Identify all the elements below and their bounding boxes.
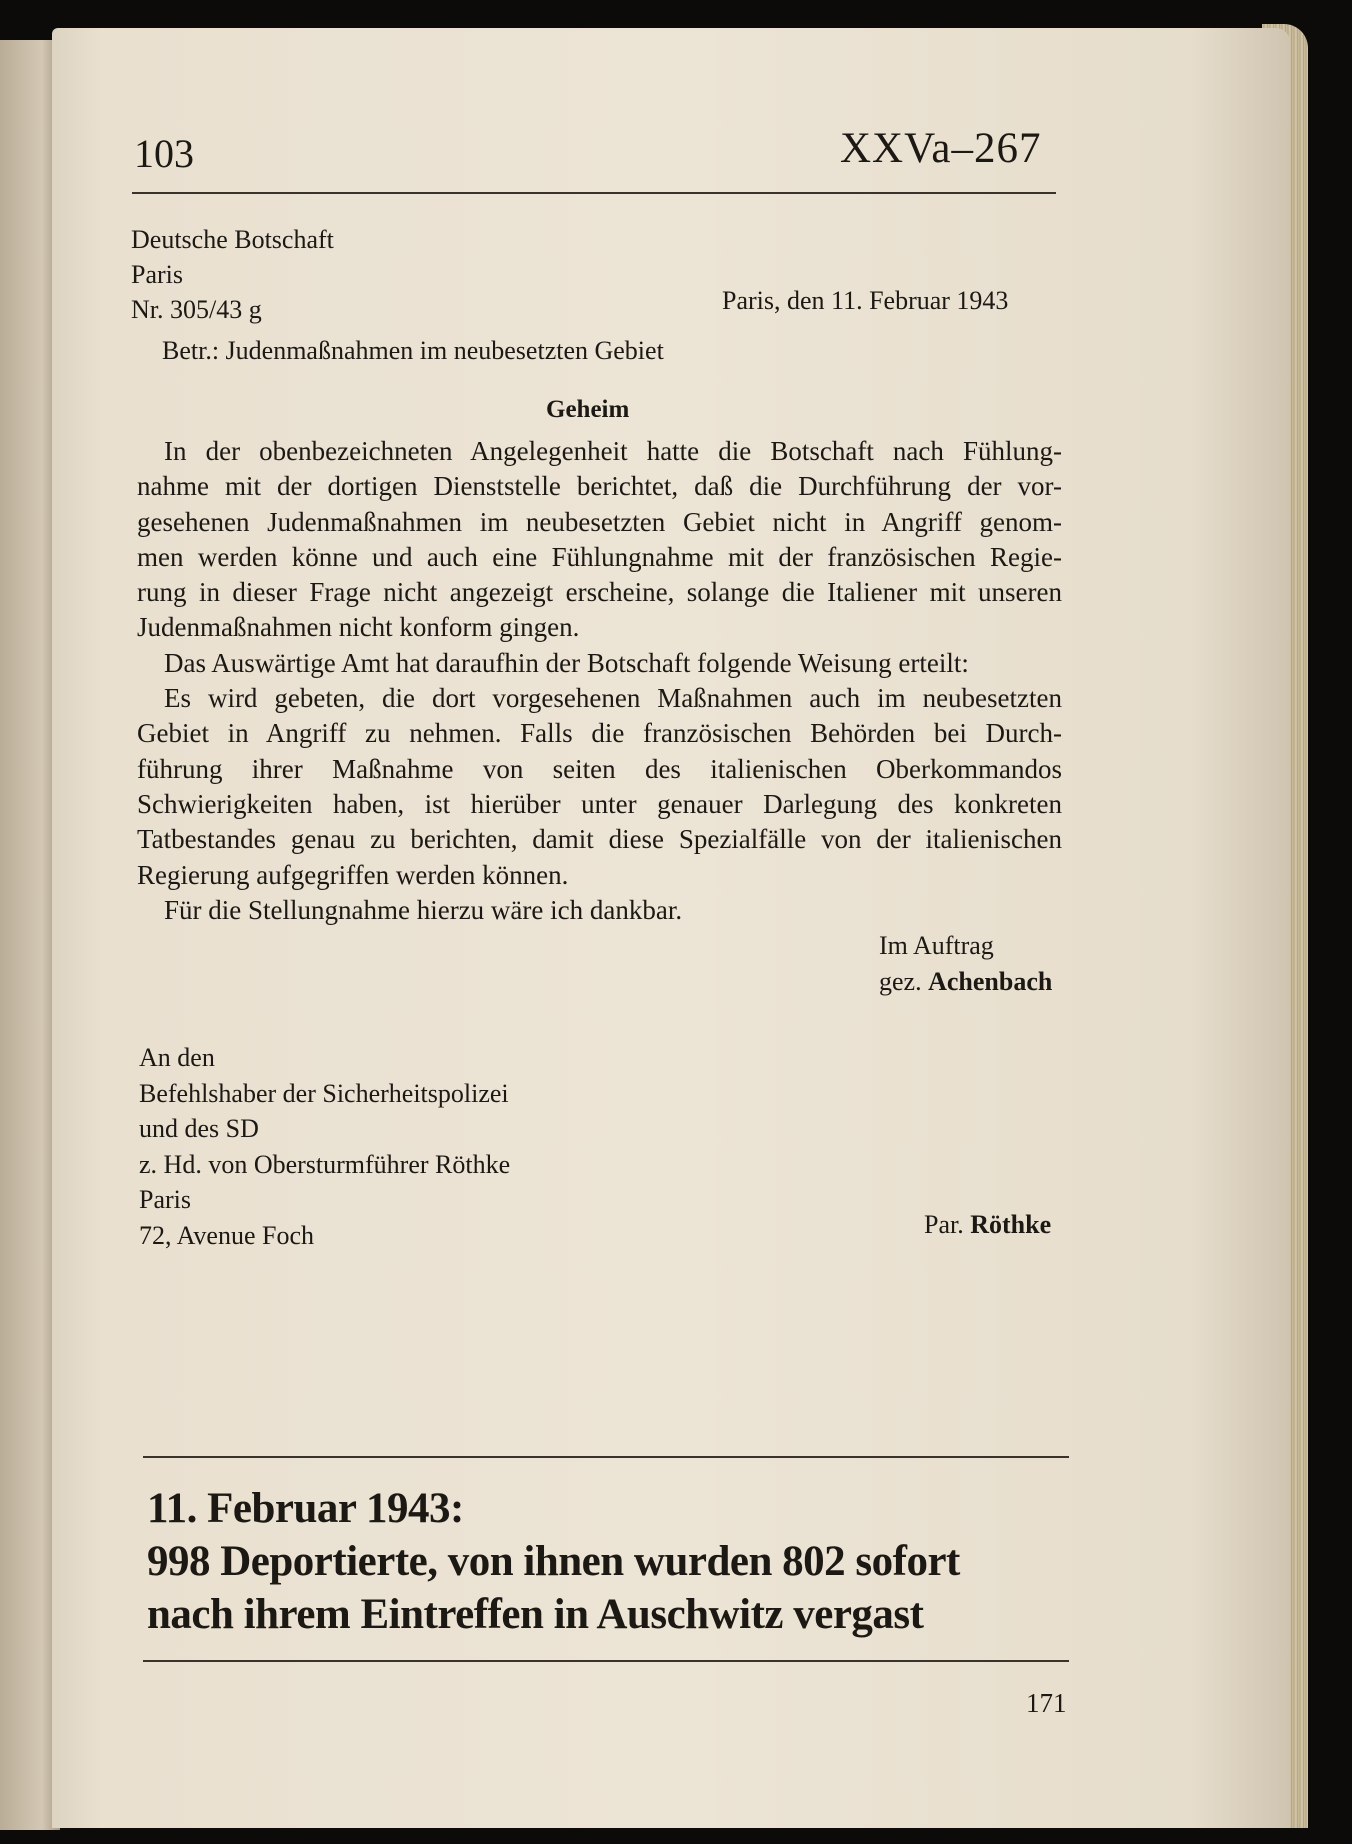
signature-line: Im Auftrag (879, 931, 994, 960)
document-code: XXVa–267 (840, 125, 1042, 172)
recipient-line: z. Hd. von Obersturmführer Röthke (139, 1149, 511, 1179)
paraph-block (924, 1210, 1051, 1240)
body-line: führung ihrer Maßnahme von seiten des italienischen Oberkommandos (137, 753, 1062, 784)
body-line: Es wird gebeten, die dort vorgesehenen Maßnahmen auch im neubesetzten (164, 683, 1062, 714)
signature-name-line (879, 964, 1052, 1000)
recipient-line: und des SD (139, 1114, 259, 1144)
signature-block (879, 928, 1052, 1000)
section-headline (147, 1482, 960, 1641)
sender-line: Nr. 305/43 g (131, 295, 262, 324)
body-line: Regierung aufgegriffen werden können. (137, 859, 569, 890)
body-line: nahme mit der dortigen Dienststelle berichtet, daß die Durchführung der vor- (137, 471, 1062, 502)
signature-name: Achenbach (928, 967, 1053, 996)
paraph-name: Röthke (970, 1210, 1052, 1239)
letter-subject: Betr.: Judenmaßnahmen im neubesetzten Gebiet (162, 336, 664, 365)
classification-label: Geheim (546, 396, 630, 423)
body-line: rung in dieser Frage nicht angezeigt erscheine, solange die Italiener mit unseren (137, 577, 1062, 608)
body-line: Tatbestandes genau zu berichten, damit diese Spezialfälle von der italienischen (137, 824, 1062, 855)
body-line: Gebiet in Angriff zu nehmen. Falls die französischen Behörden bei Durch- (137, 718, 1062, 749)
headline-line: 998 Deportierte, von ihnen wurden 802 sofort (147, 1538, 960, 1585)
section-rule-bottom (143, 1660, 1069, 1662)
recipient-line: 72, Avenue Foch (139, 1220, 314, 1250)
sender-line: Deutsche Botschaft (131, 225, 334, 254)
page-number-right: 171 (1026, 1688, 1067, 1718)
header-rule (132, 192, 1056, 194)
sender-block (131, 222, 334, 327)
section-rule-top (143, 1456, 1069, 1458)
body-line: Für die Stellungnahme hierzu wäre ich dankbar. (164, 894, 683, 925)
recipient-block (139, 1040, 510, 1254)
page-number-left: 103 (134, 131, 194, 176)
letter-date: Paris, den 11. Februar 1943 (722, 286, 1009, 315)
body-line: Judenmaßnahmen nicht konform gingen. (137, 612, 580, 643)
recipient-line: Paris (139, 1185, 191, 1215)
body-line: Das Auswärtige Amt hat daraufhin der Botschaft folgende Weisung erteilt: (164, 647, 969, 678)
letter-body (137, 434, 1062, 928)
body-line: In der obenbezeichneten Angelegenheit hatte die Botschaft nach Fühlung- (164, 436, 1062, 466)
paraph-prefix: Par. (924, 1210, 964, 1239)
body-line: men werden könne und auch eine Fühlungnahme mit der französischen Regie- (137, 541, 1062, 572)
recipient-line: An den (139, 1043, 215, 1072)
recipient-line: Befehlshaber der Sicherheitspolizei (139, 1078, 509, 1108)
headline-line: nach ihrem Eintreffen in Auschwitz vergast (147, 1591, 924, 1638)
body-line: Schwierigkeiten haben, ist hierüber unter genauer Darlegung des konkreten (137, 788, 1062, 819)
sender-line: Paris (131, 260, 183, 289)
signature-prefix: gez. (879, 967, 922, 996)
headline-line: 11. Februar 1943: (147, 1485, 464, 1532)
body-line: gesehenen Judenmaßnahmen im neubesetzten Gebiet nicht in Angriff genom- (137, 506, 1062, 537)
